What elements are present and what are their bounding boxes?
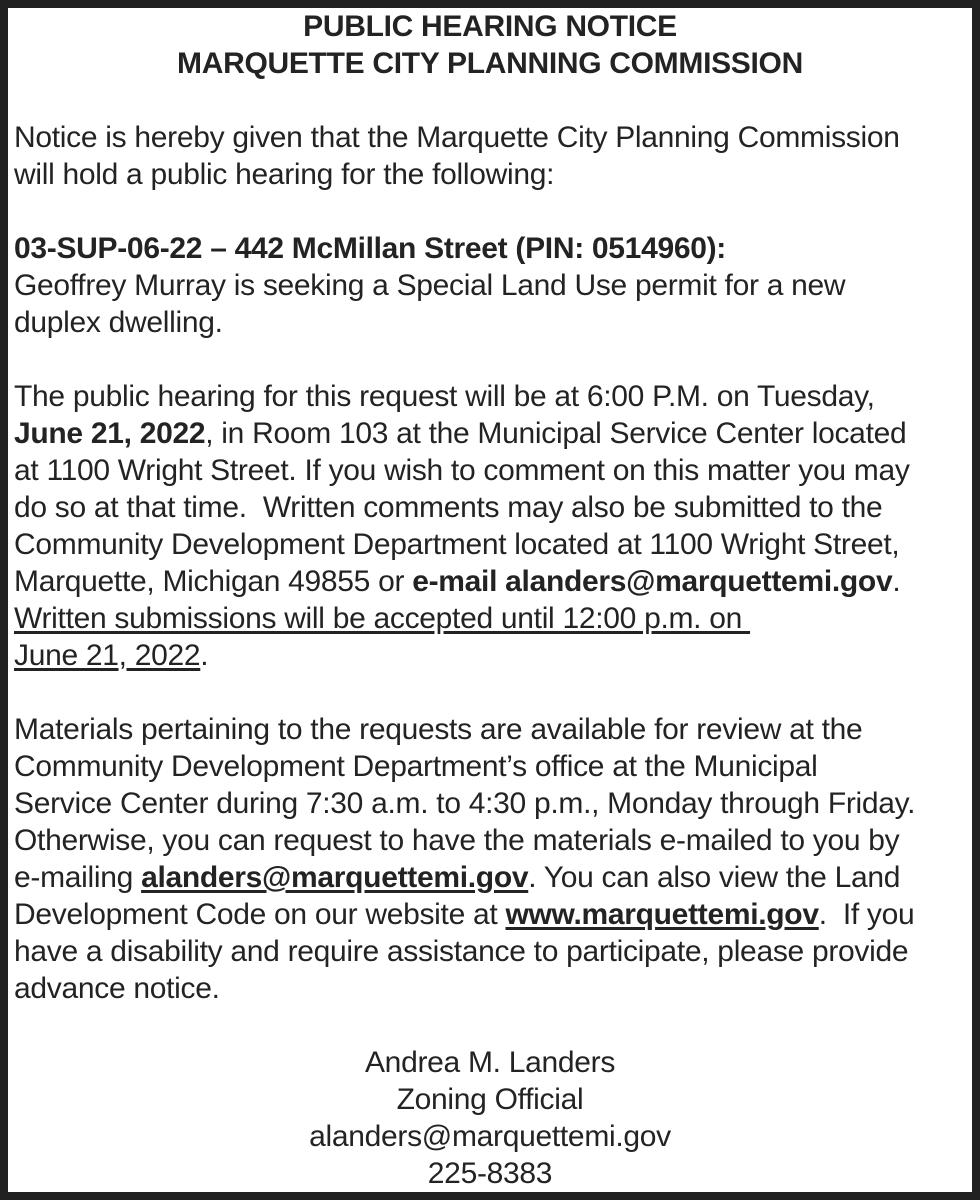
text-segment: PUBLIC HEARING NOTICE <box>303 10 677 43</box>
body-line <box>14 267 966 304</box>
notice-body <box>14 8 966 1192</box>
text-segment: Geoffrey Murray is seeking a Special Land Use permit for a new <box>14 269 846 302</box>
blank-line <box>14 193 966 230</box>
deadline-date: June 21, 2022 <box>14 639 201 672</box>
contact-email: alanders@marquettemi.gov <box>309 1120 671 1153</box>
contact-phone: 225-8383 <box>427 1157 553 1190</box>
case-number: 03-SUP-06-22 – 442 McMillan Street (PIN: 0514960): <box>14 232 726 265</box>
contact-email: alanders@marquettemi.gov <box>141 861 529 894</box>
text-segment: do so at that time. Written comments may also be submitted to the <box>14 491 883 524</box>
text-segment: . <box>892 565 901 598</box>
body-line <box>14 859 966 896</box>
signature-line <box>14 1118 966 1155</box>
body-line <box>14 563 966 600</box>
body-line <box>14 711 966 748</box>
body-line <box>14 489 966 526</box>
text-segment: . If you <box>818 898 915 931</box>
body-line <box>14 637 966 674</box>
subtitle-line <box>14 45 966 82</box>
text-segment: Otherwise, you can request to have the materials e-mailed to you by <box>14 824 900 857</box>
text-segment: The public hearing for this request will be at 6:00 P.M. on Tuesday, <box>14 380 875 413</box>
official-name: Andrea M. Landers <box>364 1046 616 1079</box>
blank-line <box>14 82 966 119</box>
text-segment: at 1100 Wright Street. If you wish to comment on this matter you may <box>14 454 910 487</box>
text-segment: advance notice. <box>14 972 220 1005</box>
body-line <box>14 119 966 156</box>
blank-line <box>14 341 966 378</box>
signature-line <box>14 1044 966 1081</box>
body-line <box>14 600 966 637</box>
text-segment: Community Development Department located at 1100 Wright Street, <box>14 528 900 561</box>
body-line <box>14 822 966 859</box>
official-title: Zoning Official <box>396 1083 584 1116</box>
body-line <box>14 304 966 341</box>
text-segment: Marquette, Michigan 49855 or <box>14 565 413 598</box>
text-segment: Development Code on our website at <box>14 898 506 931</box>
hearing-date: June 21, 2022 <box>14 417 206 450</box>
body-line <box>14 748 966 785</box>
text-segment: . <box>200 639 209 672</box>
body-line <box>14 896 966 933</box>
body-line <box>14 378 966 415</box>
body-line <box>14 156 966 193</box>
text-segment: , in Room 103 at the Municipal Service Center located <box>205 417 907 450</box>
signature-line <box>14 1155 966 1192</box>
body-line <box>14 785 966 822</box>
text-segment: Service Center during 7:30 a.m. to 4:30 p.m., Monday through Friday. <box>14 787 916 820</box>
body-line <box>14 452 966 489</box>
text-segment: e-mailing <box>14 861 142 894</box>
text-segment: duplex dwelling. <box>14 306 223 339</box>
body-line <box>14 933 966 970</box>
title-line <box>14 8 966 45</box>
body-line <box>14 415 966 452</box>
blank-line <box>14 1007 966 1044</box>
text-segment: have a disability and require assistance to participate, please provide <box>14 935 909 968</box>
text-segment: Written submissions will be accepted until 12:00 p.m. on <box>14 602 751 635</box>
website-url: www.marquettemi.gov <box>505 898 819 931</box>
body-line <box>14 970 966 1007</box>
text-segment: MARQUETTE CITY PLANNING COMMISSION <box>177 47 803 80</box>
case-heading-line <box>14 230 966 267</box>
text-segment: Materials pertaining to the requests are available for review at the <box>14 713 863 746</box>
text-segment: will hold a public hearing for the following: <box>14 158 555 191</box>
text-segment: Community Development Department’s office at the Municipal <box>14 750 818 783</box>
text-segment: Notice is hereby given that the Marquette City Planning Commission <box>14 121 900 154</box>
signature-line <box>14 1081 966 1118</box>
text-segment: . You can also view the Land <box>528 861 901 894</box>
contact-email: e-mail alanders@marquettemi.gov <box>412 565 893 598</box>
body-line <box>14 526 966 563</box>
blank-line <box>14 674 966 711</box>
